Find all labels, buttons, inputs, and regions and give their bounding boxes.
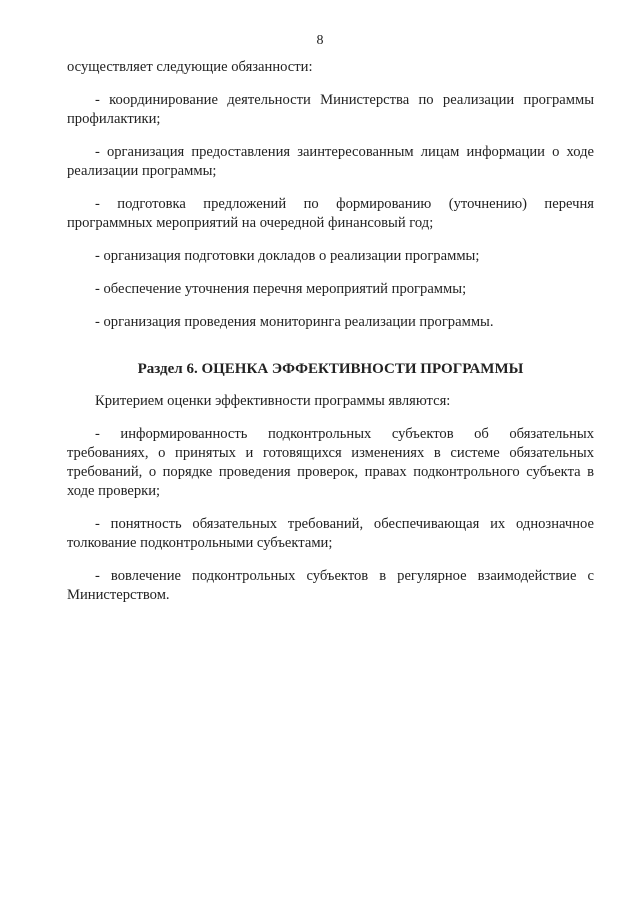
list-item: - информированность подконтрольных субъектов об обязательных требованиях, о принятых и готовящихся изменениях в системе обязательных требований, о порядке проведения проверок, правах подконтрольного субъекта в ходе проверки; <box>67 426 594 499</box>
page-number: 8 <box>316 33 324 48</box>
list-item: - организация подготовки докладов о реализации программы; <box>95 248 480 264</box>
list-item: - подготовка предложений по формированию (уточнению) перечня программных мероприятий на очередной финансовый год; <box>67 196 594 231</box>
list-item: - понятность обязательных требований, обеспечивающая их однозначное толкование подконтрольными субъектами; <box>67 516 594 551</box>
list-item: - организация предоставления заинтересованным лицам информации о ходе реализации программы; <box>67 144 594 179</box>
paragraph: осуществляет следующие обязанности: <box>67 59 313 75</box>
document-body <box>67 58 594 605</box>
section-number: Раздел 6. <box>137 361 198 377</box>
list-item: - вовлечение подконтрольных субъектов в регулярное взаимодействие с Министерством. <box>67 568 594 603</box>
list-item: - координирование деятельности Министерства по реализации программы профилактики; <box>67 92 594 127</box>
paragraph: Критерием оценки эффективности программы являются: <box>95 393 451 409</box>
section-title: ОЦЕНКА ЭФФЕКТИВНОСТИ ПРОГРАММЫ <box>201 361 524 377</box>
list-item: - обеспечение уточнения перечня мероприятий программы; <box>95 281 467 297</box>
list-item: - организация проведения мониторинга реализации программы. <box>95 314 494 330</box>
section-heading <box>67 360 594 379</box>
